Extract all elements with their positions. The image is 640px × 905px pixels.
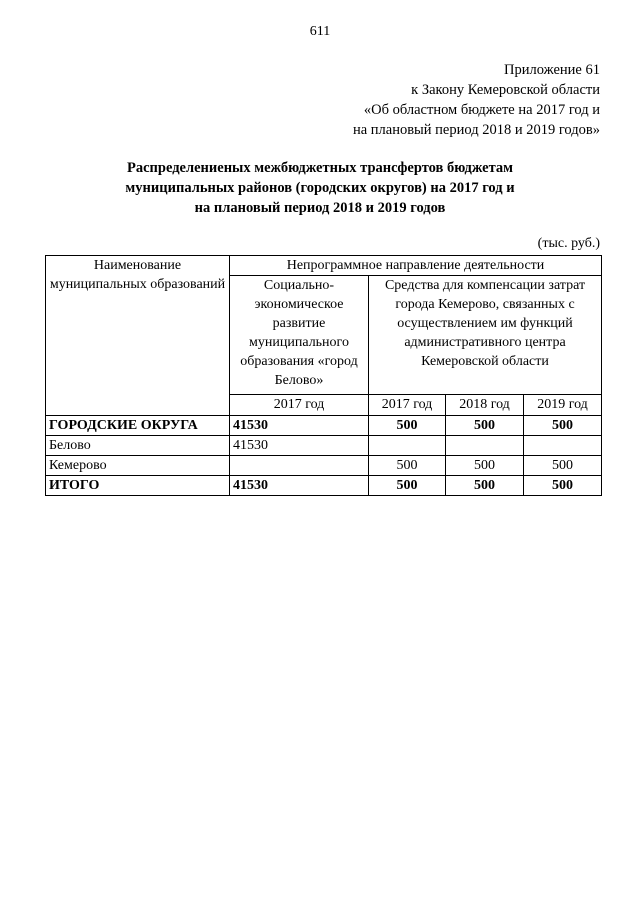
appendix-line: к Закону Кемеровской области xyxy=(411,82,600,98)
title-line: муниципальных районов (городских округов) на 2017 год и xyxy=(125,180,515,196)
row-value: 500 xyxy=(446,416,524,436)
row-value xyxy=(524,436,602,456)
row-value: 500 xyxy=(369,416,446,436)
page-number: 611 xyxy=(309,24,331,39)
row-value: 500 xyxy=(446,476,524,496)
document-title xyxy=(40,158,600,218)
header-group: Непрограммное направление деятельности xyxy=(230,256,602,276)
row-value xyxy=(369,436,446,456)
row-name: ГОРОДСКИЕ ОКРУГА xyxy=(46,416,230,436)
table-row xyxy=(46,456,602,476)
row-name: ИТОГО xyxy=(46,476,230,496)
row-value: 500 xyxy=(524,456,602,476)
row-value: 41530 xyxy=(230,476,369,496)
table-header-row xyxy=(46,256,602,276)
header-year: 2017 год xyxy=(369,395,446,416)
header-year: 2017 год xyxy=(230,395,369,416)
appendix-block xyxy=(353,60,600,140)
title-line: на плановый период 2018 и 2019 годов xyxy=(194,200,446,216)
header-sub-belovo: Социально-экономическое развитие муниципального образования «город Белово» xyxy=(230,276,369,395)
budget-table xyxy=(45,255,602,496)
header-year: 2019 год xyxy=(524,395,602,416)
appendix-line: Приложение 61 xyxy=(504,62,600,78)
header-sub-kemerovo: Средства для компенсации затрат города Кемерово, связанных с осуществлением им функций административного центра Кемеровской области xyxy=(369,276,602,395)
table-row xyxy=(46,476,602,496)
row-name: Кемерово xyxy=(46,456,230,476)
header-year: 2018 год xyxy=(446,395,524,416)
row-value xyxy=(230,456,369,476)
header-name-column: Наименование муниципальных образований xyxy=(46,256,230,416)
row-name: Белово xyxy=(46,436,230,456)
appendix-line: на плановый период 2018 и 2019 годов» xyxy=(352,122,600,138)
row-value: 500 xyxy=(524,416,602,436)
row-value: 500 xyxy=(369,476,446,496)
appendix-line: «Об областном бюджете на 2017 год и xyxy=(363,102,600,118)
table-row xyxy=(46,436,602,456)
unit-note: (тыс. руб.) xyxy=(537,236,600,251)
row-value: 41530 xyxy=(230,436,369,456)
row-value xyxy=(446,436,524,456)
row-value: 41530 xyxy=(230,416,369,436)
title-line: Распределениеных межбюджетных трансфертов бюджетам xyxy=(127,160,513,176)
row-value: 500 xyxy=(524,476,602,496)
row-value: 500 xyxy=(446,456,524,476)
table-row xyxy=(46,416,602,436)
row-value: 500 xyxy=(369,456,446,476)
